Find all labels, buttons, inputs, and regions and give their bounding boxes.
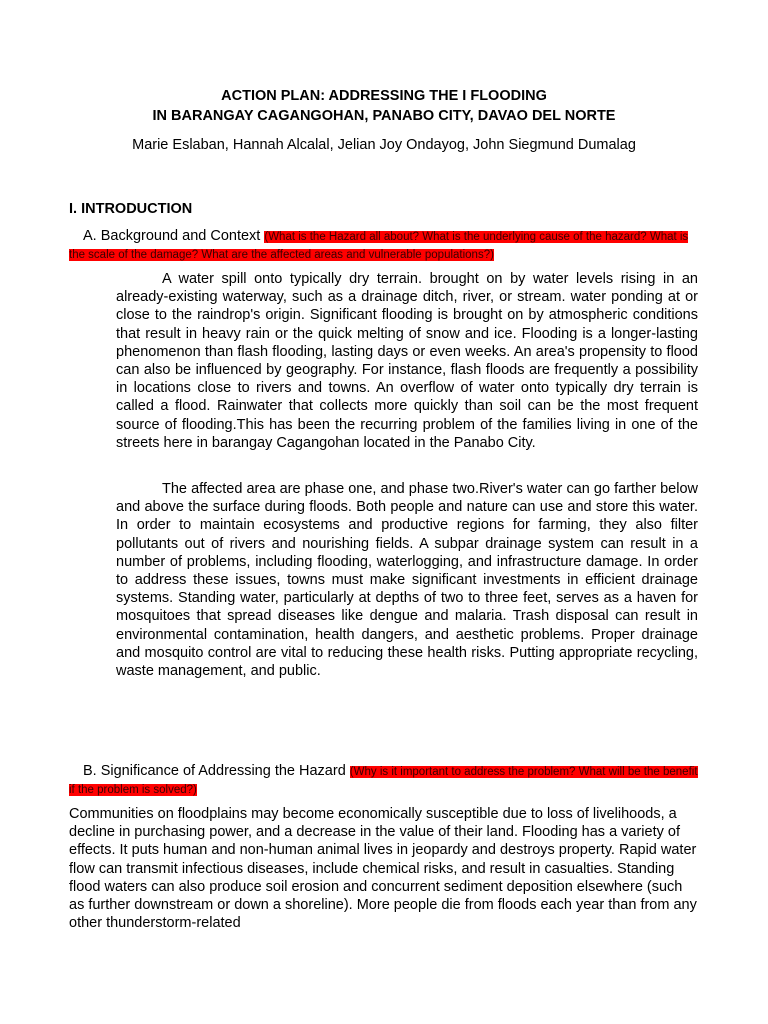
section-a-label: A. Background and Context <box>83 228 261 244</box>
section-a-paragraph-1 <box>116 270 698 452</box>
author-list: Marie Eslaban, Hannah Alcalal, Jelian Joy Ondayog, John Siegmund Dumalag <box>132 137 636 153</box>
document-title <box>0 86 768 126</box>
section-b-paragraph-1: Communities on floodplains may become economically susceptible due to loss of livelihoods, a decline in purchasing power, and a decrease in the value of their land. Flooding has a variety of effects. It puts human and non-human animal lives in jeopardy and destroys property. Rapid water flow can transmit infectious diseases, include chemical risks, and result in casualties. Standing flood waters can also produce soil erosion and concurrent sediment deposition elsewhere (such as further downstream or down a shoreline). More people die from floods each year than from any other thunderstorm-related <box>69 806 697 932</box>
title-line-2: IN BARANGAY CAGANGOHAN, PANABO CITY, DAVAO DEL NORTE <box>152 108 616 124</box>
section-b-note: (Why is it important to address the problem? What will be the benefit if the problem is solved?) <box>69 766 698 796</box>
section-a-paragraph-2-text: The affected area are phase one, and phase two.River's water can go farther below and above the surface during floods. Both people and nature can use and store this water. In order to maintain ecosystems and productive regions for farming, they also filter pollutants out of rivers and nourishing fields. A subpar drainage system can result in a number of problems, including flooding, waterlogging, and infrastructure damage. In order to address these issues, towns must make significant investments in efficient drainage systems. Standing water, particularly at depths of two to three feet, serves as a haven for mosquitoes that spread diseases like dengue and malaria. Trash disposal can result in environmental contamination, health dangers, and aesthetic problems. Proper drainage and mosquito control are vital to reducing these health risks. Putting appropriate recycling, waste management, and public. <box>116 481 698 680</box>
introduction-heading: I. INTRODUCTION <box>69 201 193 217</box>
section-a-heading <box>69 228 699 264</box>
section-a-paragraph-1-text: A water spill onto typically dry terrain. brought on by water levels rising in an already-existing waterway, such as a drainage ditch, river, or stream. water ponding at or close to the raindrop's origin. Significant flooding is brought on by atmospheric conditions that result in heavy rain or the quick melting of snow and ice. Flooding is a longer-lasting phenomenon than flash flooding, lasting days or even weeks. An area's propensity to flood can also be influenced by geography. For instance, flash floods are frequently a possibility in locations close to rivers and towns. An overflow of water onto typically dry terrain is called a flood. Rainwater that collects more quickly than soil can be the most frequent source of flooding.This has been the recurring problem of the families living in one of the streets here in barangay Cagangohan located in the Panabo City. <box>116 271 698 451</box>
section-b-label: B. Significance of Addressing the Hazard <box>83 763 346 779</box>
section-a-note: (What is the Hazard all about? What is the underlying cause of the hazard? What is the scale of the damage? What are the affected areas and vulnerable populations?) <box>69 231 689 261</box>
section-b-heading <box>69 763 699 799</box>
section-a-paragraph-2 <box>116 480 698 680</box>
title-line-1: ACTION PLAN: ADDRESSING THE I FLOODING <box>221 88 547 104</box>
